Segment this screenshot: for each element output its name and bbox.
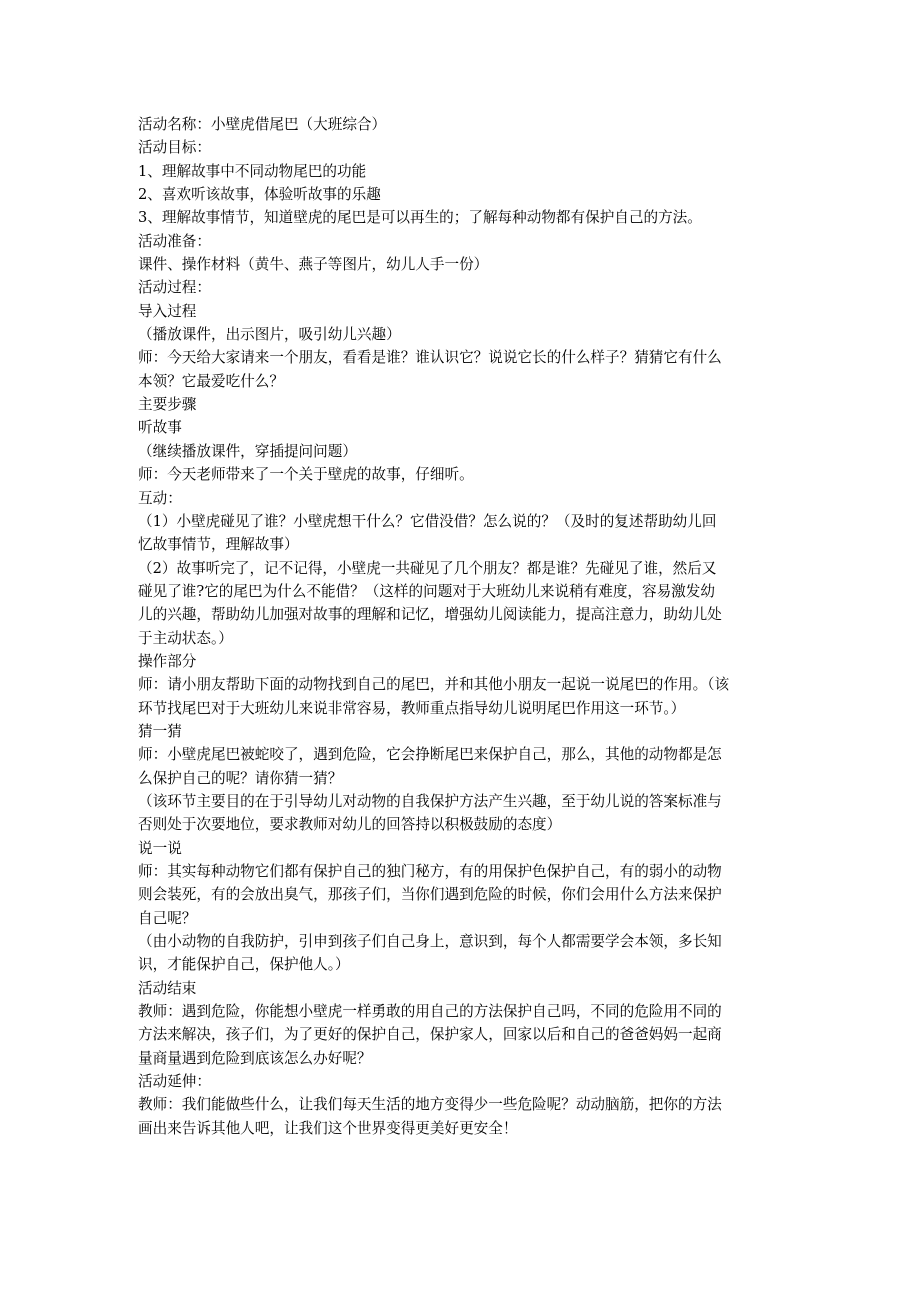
subheading-intro: 导入过程 [138, 302, 197, 320]
paragraph-line: 自己呢？ [138, 909, 197, 927]
paragraph-line: 方法来解决，孩子们，为了更好的保护自己，保护家人，回家以后和自己的爸爸妈妈一起商 [138, 1026, 722, 1044]
goal-item: 1、理解故事中不同动物尾巴的功能 [138, 162, 367, 180]
paragraph-line: 师：今天老师带来了一个关于壁虎的故事，仔细听。 [138, 466, 474, 484]
preparation-text: 课件、操作材料（黄牛、燕子等图片，幼儿人手一份） [138, 256, 489, 274]
section-heading-preparation: 活动准备： [138, 232, 211, 250]
paragraph-line: 师：请小朋友帮助下面的动物找到自己的尾巴，并和其他小朋友一起说一说尾巴的作用。（该 [138, 676, 730, 694]
subheading-interaction: 互动： [138, 489, 182, 507]
section-heading-extension: 活动延伸： [138, 1073, 211, 1091]
goal-item: 3、理解故事情节，知道壁虎的尾巴是可以再生的；了解每种动物都有保护自己的方法。 [138, 209, 702, 227]
paragraph-line: 师：今天给大家请来一个朋友，看看是谁？谁认识它？说说它长的什么样子？猜猜它有什么 [138, 349, 722, 367]
paragraph-line: （由小动物的自我防护，引申到孩子们自己身上，意识到，每个人都需要学会本领，多长知 [138, 933, 722, 951]
paragraph-line: 量商量遇到危险到底该怎么办好呢？ [138, 1049, 372, 1067]
paragraph-line: 教师：我们能做些什么，让我们每天生活的地方变得少一些危险呢？动动脑筋，把你的方法 [138, 1096, 722, 1114]
paragraph-line: （该环节主要目的在于引导幼儿对动物的自我保护方法产生兴趣，至于幼儿说的答案标准与 [138, 792, 722, 810]
paragraph-line: 则会装死，有的会放出臭气，那孩子们，当你们遇到危险的时候，你们会用什么方法来保护 [138, 886, 722, 904]
paragraph-line: 否则处于次要地位，要求教师对幼儿的回答持以积极鼓励的态度） [138, 816, 562, 834]
paragraph-line: 本领？它最爱吃什么？ [138, 372, 284, 390]
paragraph-line: （播放课件，出示图片，吸引幼儿兴趣） [138, 326, 401, 344]
paragraph-line: 么保护自己的呢？请你猜一猜？ [138, 769, 343, 787]
goal-item: 2、喜欢听该故事，体验听故事的乐趣 [138, 186, 381, 204]
subheading-guess: 猜一猜 [138, 722, 182, 740]
paragraph-line: 环节找尾巴对于大班幼儿来说非常容易，教师重点指导幼儿说明尾巴作用这一环节。） [138, 699, 686, 717]
paragraph-line: （继续播放课件，穿插提问问题） [138, 442, 357, 460]
paragraph-line: 画出来告诉其他人吧，让我们这个世界变得更美好更安全！ [138, 1119, 518, 1137]
paragraph-line: 忆故事情节，理解故事） [138, 536, 299, 554]
subheading-main-steps: 主要步骤 [138, 396, 197, 414]
document-page [138, 113, 788, 1140]
activity-title: 活动名称：小壁虎借尾巴（大班综合） [138, 116, 387, 133]
subheading-activity-end: 活动结束 [138, 979, 197, 997]
paragraph-line: 于主动状态。） [138, 629, 233, 647]
paragraph-line: （2）故事听完了，记不记得，小壁虎一共碰见了几个朋友？都是谁？先碰见了谁，然后又 [138, 559, 717, 577]
section-heading-goals: 活动目标： [138, 139, 211, 157]
paragraph-line: 识，才能保护自己，保护他人。） [138, 956, 350, 974]
paragraph-line: 师：其实每种动物它们都有保护自己的独门秘方，有的用保护色保护自己，有的弱小的动物 [138, 863, 722, 880]
paragraph-line: 师：小壁虎尾巴被蛇咬了，遇到危险，它会挣断尾巴来保护自己，那么，其他的动物都是怎 [138, 746, 722, 764]
subheading-talk: 说一说 [138, 839, 182, 857]
paragraph-line: 教师：遇到危险，你能想小壁虎一样勇敢的用自己的方法保护自己吗，不同的危险用不同的 [138, 1003, 722, 1021]
paragraph-line: （1）小壁虎碰见了谁？小壁虎想干什么？它借没借？怎么说的？（及时的复述帮助幼儿回 [138, 512, 717, 530]
paragraph-line: 碰见了谁?它的尾巴为什么不能借？（这样的问题对于大班幼儿来说稍有难度，容易激发幼 [138, 582, 715, 600]
subheading-operation: 操作部分 [138, 652, 197, 670]
subheading-listen-story: 听故事 [138, 419, 182, 437]
section-heading-process: 活动过程： [138, 279, 211, 297]
paragraph-line: 儿的兴趣，帮助幼儿加强对故事的理解和记忆，增强幼儿阅读能力，提高注意力，助幼儿处 [138, 606, 722, 624]
